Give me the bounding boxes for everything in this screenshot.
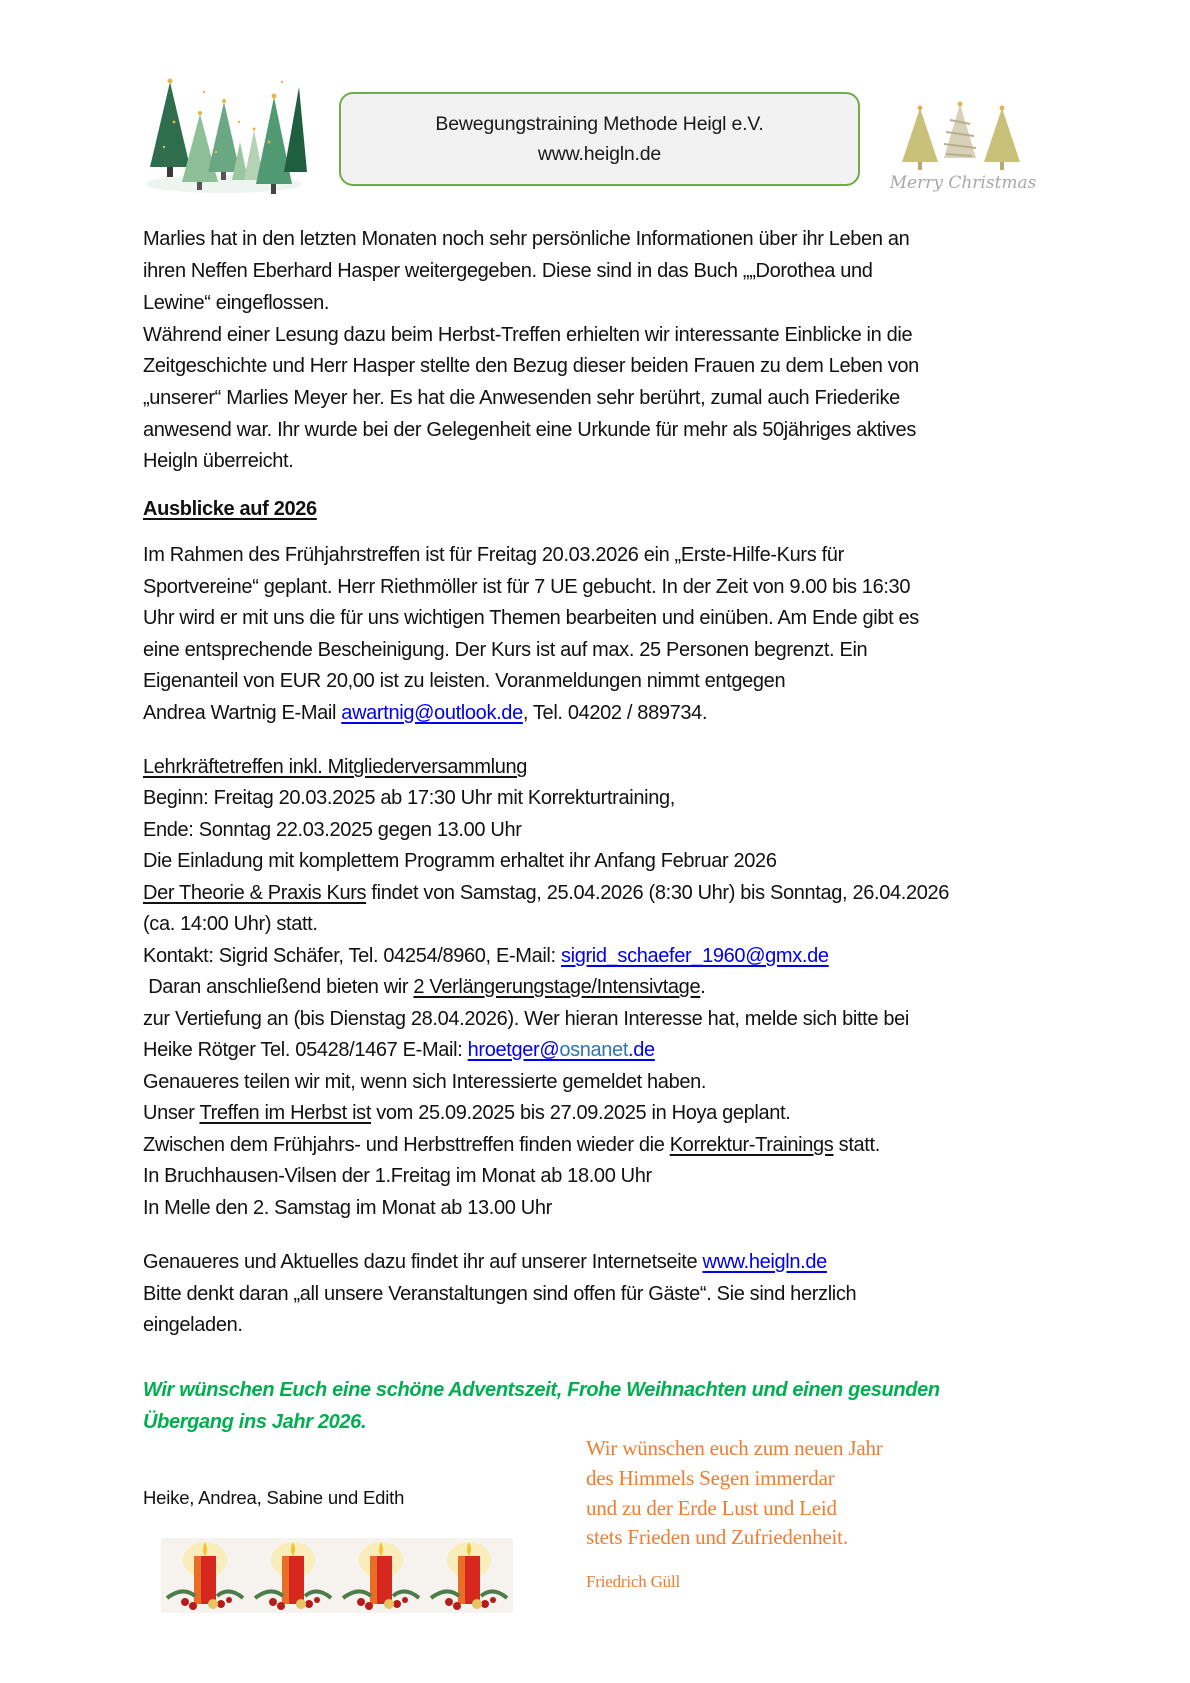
autumn-prefix: Unser: [143, 1102, 200, 1124]
extension-days: 2 Verlängerungstage/Intensivtage: [413, 976, 701, 998]
intro-line: Lewine“ eingeflossen.: [143, 292, 330, 314]
email-part: osnanet: [559, 1039, 629, 1061]
autumn-meeting-title: Treffen im Herbst ist: [199, 1102, 372, 1124]
advent-candles-image: [161, 1538, 513, 1613]
course-contact: [143, 944, 829, 968]
intro-line: ihren Neffen Eberhard Hasper weitergegeben. Diese sind in das Buch „„Dorothea und: [143, 260, 873, 282]
course-end: (ca. 14:00 Uhr) statt.: [143, 913, 318, 935]
website-line: [143, 1250, 827, 1274]
guests-line: eingeladen.: [143, 1314, 243, 1336]
email-part: .de: [628, 1039, 655, 1061]
intro-line: anwesend war. Ihr wurde bei der Gelegenheit eine Urkunde für mehr als 50jähriges aktives: [143, 419, 916, 441]
contact-label: Kontakt: Sigrid Schäfer, Tel. 04254/8960, E-Mail:: [143, 945, 561, 967]
contact-label: Andrea Wartnig E-Mail: [143, 702, 342, 724]
intro-line: Zeitgeschichte und Herr Hasper stellte den Bezug dieser beiden Frauen zu dem Leben von: [143, 355, 919, 377]
greeting-line: Übergang ins Jahr 2026.: [143, 1411, 367, 1433]
meeting-begin: Beginn: Freitag 20.03.2025 ab 17:30 Uhr mit Korrekturtraining,: [143, 787, 675, 809]
heike-contact: [143, 1038, 655, 1062]
poem-line: des Himmels Segen immerdar: [586, 1466, 835, 1490]
poem-author: Friedrich Güll: [586, 1572, 680, 1591]
first-aid-line: Im Rahmen des Frühjahrstreffen ist für Freitag 20.03.2026 ein „Erste-Hilfe-Kurs für: [143, 544, 844, 566]
contact-label: Heike Rötger Tel. 05428/1467 E-Mail:: [143, 1039, 468, 1061]
autumn-dates: vom 25.09.2025 bis 27.09.2025 in Hoya geplant.: [371, 1102, 791, 1124]
organization-name: Bewegungstraining Methode Heigl e.V.: [435, 113, 764, 135]
signature: Heike, Andrea, Sabine und Edith: [143, 1487, 405, 1508]
course-title: Der Theorie & Praxis Kurs: [143, 882, 367, 904]
email-link-sigrid[interactable]: sigrid_schaefer_1960@gmx.de: [560, 945, 829, 967]
contact-phone: , Tel. 04202 / 889734.: [522, 702, 708, 724]
intro-line: Marlies hat in den letzten Monaten noch sehr persönliche Informationen über ihr Leben an: [143, 228, 910, 250]
course-line: [143, 881, 949, 905]
email-part: hroetger@: [467, 1039, 560, 1061]
extension-line: [143, 975, 705, 999]
korrektur-trainings: Korrektur-Trainings: [669, 1134, 834, 1156]
poem-line: und zu der Erde Lust und Leid: [586, 1496, 837, 1520]
autumn-meeting: [143, 1101, 790, 1125]
first-aid-contact: [143, 701, 707, 725]
header-website: www.heigln.de: [537, 143, 662, 165]
website-link[interactable]: www.heigln.de: [702, 1251, 827, 1273]
first-aid-line: Sportvereine“ geplant. Herr Riethmöller ist für 7 UE gebucht. In der Zeit von 9.00 bis 16:30: [143, 576, 911, 598]
first-aid-line: Eigenanteil von EUR 20,00 ist zu leisten. Voranmeldungen nimmt entgegen: [143, 670, 786, 692]
poem-line: Wir wünschen euch zum neuen Jahr: [586, 1436, 883, 1460]
meeting-invitation: Die Einladung mit komplettem Programm erhaltet ihr Anfang Februar 2026: [143, 850, 777, 872]
first-aid-line: Uhr wird er mit uns die für uns wichtigen Themen bearbeiten und einüben. Am Ende gibt es: [143, 607, 919, 629]
intro-line: „unserer“ Marlies Meyer her. Es hat die Anwesenden sehr berührt, zumal auch Friederike: [143, 387, 900, 409]
guests-line: Bitte denkt daran „all unsere Veranstaltungen sind offen für Gäste“. Sie sind herzlich: [143, 1283, 857, 1305]
email-link-hroetger[interactable]: [468, 1039, 655, 1061]
email-link-awartnig[interactable]: awartnig@outlook.de: [341, 702, 523, 724]
training-location-1: In Bruchhausen-Vilsen der 1.Freitag im Monat ab 18.00 Uhr: [143, 1165, 652, 1187]
first-aid-line: eine entsprechende Bescheinigung. Der Kurs ist auf max. 25 Personen begrenzt. Ein: [143, 639, 868, 661]
teachers-meeting-title: Lehrkräftetreffen inkl. Mitgliederversammlung: [143, 756, 528, 778]
merry-christmas-caption: Merry Christmas: [889, 173, 1037, 193]
website-label: Genaueres und Aktuelles dazu findet ihr auf unserer Internetseite: [143, 1251, 703, 1273]
training-line: [143, 1133, 880, 1157]
christmas-trees-image: [144, 72, 307, 197]
training-location-2: In Melle den 2. Samstag im Monat ab 13.00 Uhr: [143, 1197, 552, 1219]
greeting-line: Wir wünschen Euch eine schöne Adventszeit, Frohe Weihnachten und einen gesunden: [143, 1379, 940, 1401]
training-suffix: statt.: [833, 1134, 880, 1156]
merry-christmas-image: [888, 100, 1038, 198]
meeting-end: Ende: Sonntag 22.03.2025 gegen 13.00 Uhr: [143, 819, 522, 841]
course-dates: findet von Samstag, 25.04.2026 (8:30 Uhr) bis Sonntag, 26.04.2026: [366, 882, 950, 904]
intro-line: Heigln überreicht.: [143, 450, 294, 472]
extension-detail: zur Vertiefung an (bis Dienstag 28.04.2026). Wer hieran Interesse hat, melde sich bitte bei: [143, 1008, 910, 1030]
extension-prefix: Daran anschließend bieten wir: [143, 976, 414, 998]
training-prefix: Zwischen dem Frühjahrs- und Herbsttreffen finden wieder die: [143, 1134, 670, 1156]
header-box: [339, 92, 860, 186]
section-heading-outlook: Ausblicke auf 2026: [143, 498, 317, 520]
poem-line: stets Frieden und Zufriedenheit.: [586, 1525, 848, 1549]
more-info: Genaueres teilen wir mit, wenn sich Interessierte gemeldet haben.: [143, 1071, 707, 1093]
extension-suffix: .: [700, 976, 706, 998]
intro-line: Während einer Lesung dazu beim Herbst-Treffen erhielten wir interessante Einblicke in die: [143, 324, 913, 346]
